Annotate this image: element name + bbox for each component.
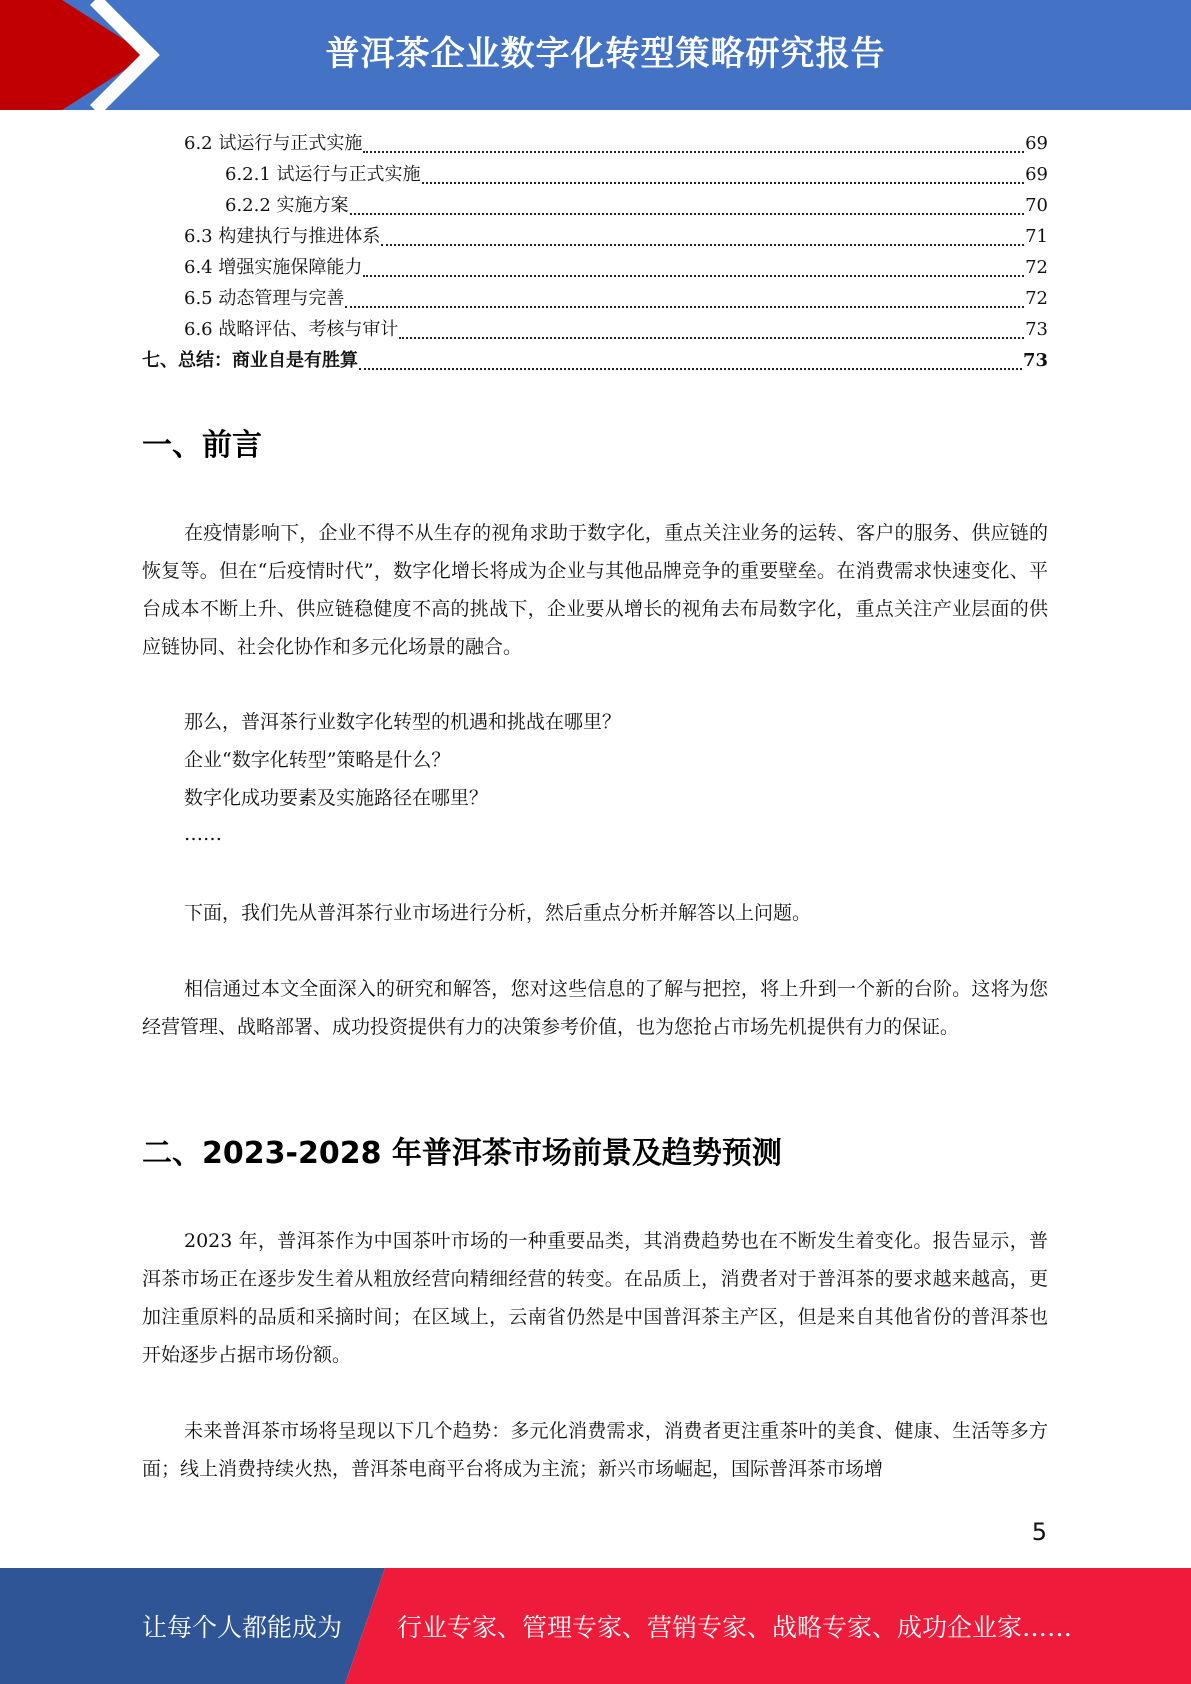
footer-slogan-left: 让每个人都能成为: [142, 1613, 343, 1642]
toc-dot-leader: [422, 182, 1025, 184]
toc-dot-leader: [363, 151, 1024, 153]
section-heading-preface: 一、前言: [142, 428, 262, 463]
toc-entry: [142, 190, 1048, 221]
toc-entry: [142, 314, 1048, 345]
toc-dot-leader: [359, 368, 1022, 370]
forecast-paragraph-2: 未来普洱茶市场将呈现以下几个趋势：多元化消费需求，消费者更注重茶叶的美食、健康、生活等多方面；线上消费持续火热，普洱茶电商平台将成为主流；新兴市场崛起，国际普洱茶市场增: [142, 1420, 1048, 1480]
preface-paragraph-3: 相信通过本文全面深入的研究和解答，您对这些信息的了解与把控，将上升到一个新的台阶。这将为您经营管理、战略部署、成功投资提供有力的决策参考价值，也为您抢占市场先机提供有力的保证。: [142, 978, 1048, 1038]
toc-entry-label: 6.2.1 试运行与正式实施: [225, 164, 421, 185]
toc-dot-leader: [350, 213, 1025, 215]
toc-entry-label: 6.3 构建执行与推进体系: [184, 226, 381, 247]
toc-entry-page: 72: [1025, 288, 1048, 309]
toc-entry-page: 69: [1025, 164, 1048, 185]
preface-paragraph-2: 下面，我们先从普洱茶行业市场进行分析，然后重点分析并解答以上问题。: [184, 902, 812, 924]
toc-entry-label: 6.2 试运行与正式实施: [184, 133, 363, 154]
header-title: 普洱茶企业数字化转型策略研究报告: [325, 34, 886, 74]
section-heading-forecast: 二、2023-2028 年普洱茶市场前景及趋势预测: [142, 1136, 782, 1171]
page-header: [0, 0, 1191, 110]
page-footer: [0, 1568, 1191, 1684]
question-line-ellipsis: ……: [184, 823, 222, 845]
toc-entry-label: 6.5 动态管理与完善: [184, 288, 345, 309]
toc-dot-leader: [381, 244, 1024, 246]
footer-slogan-right: 行业专家、管理专家、营销专家、战略专家、成功企业家……: [397, 1613, 1073, 1642]
toc-entry: [142, 159, 1048, 190]
toc-entry: [142, 128, 1048, 159]
forecast-paragraph-1: 2023 年，普洱茶作为中国茶叶市场的一种重要品类，其消费趋势也在不断发生着变化。报告显示，普洱茶市场正在逐步发生着从粗放经营向精细经营的转变。在品质上，消费者对于普洱茶的要求越来越高，更加注重原料的品质和采摘时间；在区域上，云南省仍然是中国普洱茶主产区，但是来自其他省份的普洱茶也开始逐步占据市场份额。: [142, 1230, 1048, 1366]
question-line-2: 企业“数字化转型”策略是什么？: [184, 749, 451, 771]
toc-dot-leader: [345, 306, 1024, 308]
question-line-3: 数字化成功要素及实施路径在哪里？: [184, 787, 489, 809]
toc-entry: [142, 221, 1048, 252]
toc-dot-leader: [399, 337, 1024, 339]
toc-entry-page: 73: [1022, 350, 1048, 371]
page-number: 5: [1031, 1518, 1047, 1546]
toc-entry: [142, 283, 1048, 314]
toc-dot-leader: [363, 275, 1024, 277]
toc-entry: [142, 345, 1048, 376]
toc-entry-page: 71: [1025, 226, 1048, 247]
toc-entry-label: 6.4 增强实施保障能力: [184, 257, 363, 278]
toc-entry-page: 69: [1025, 133, 1048, 154]
toc-entry-label: 6.2.2 实施方案: [225, 195, 349, 216]
toc-entry: [142, 252, 1048, 283]
toc-entry-page: 73: [1025, 319, 1048, 340]
question-line-1: 那么，普洱茶行业数字化转型的机遇和挑战在哪里？: [184, 711, 622, 733]
table-of-contents: [142, 128, 1048, 376]
preface-paragraph-1: 在疫情影响下，企业不得不从生存的视角求助于数字化，重点关注业务的运转、客户的服务、供应链的恢复等。但在“后疫情时代”，数字化增长将成为企业与其他品牌竞争的重要壁垒。在消费需求快速变化、平台成本不断上升、供应链稳健度不高的挑战下，企业要从增长的视角去布局数字化，重点关注产业层面的供应链协同、社会化协作和多元化场景的融合。: [142, 522, 1048, 658]
toc-entry-label: 6.6 战略评估、考核与审计: [184, 319, 399, 340]
toc-entry-label: 七、总结：商业自是有胜算: [142, 350, 358, 371]
toc-entry-page: 70: [1025, 195, 1048, 216]
toc-entry-page: 72: [1025, 257, 1048, 278]
